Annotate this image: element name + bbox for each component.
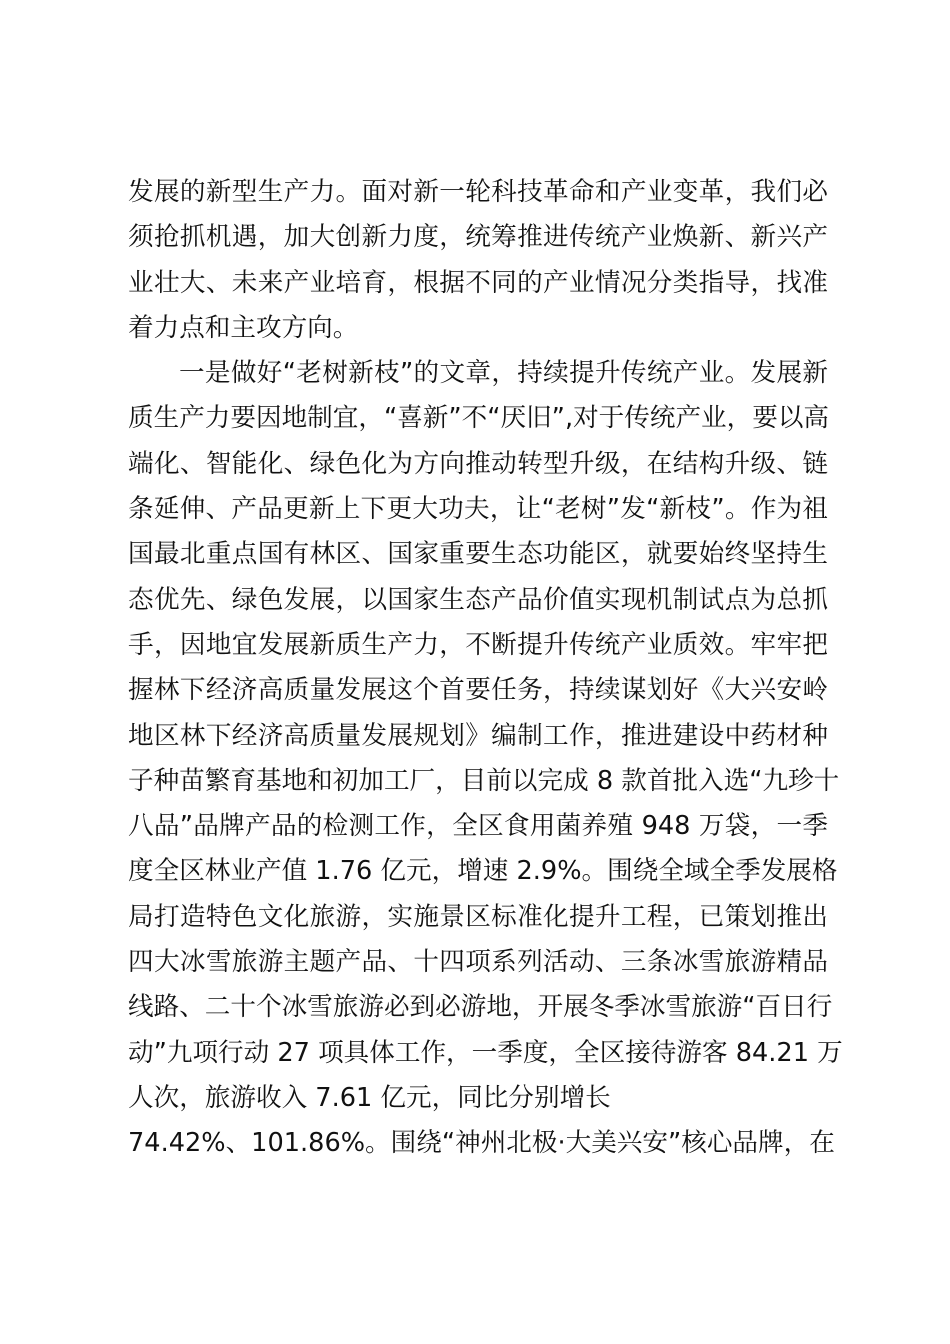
text-line: 发展的新型生产力。面对新一轮科技革命和产业变革，我们必 [128,177,828,207]
text-line: 子种苗繁育基地和初加工厂，目前以完成 8 款首批入选“九珍十 [128,765,840,796]
text-line: 74.42%、101.86%。围绕“神州北极·大美兴安”核心品牌，在 [128,1128,835,1159]
paragraph-first-line: 一是做好“老树新枝”的文章，持续提升传统产业。发展新 [179,358,828,389]
text-line: 人次，旅游收入 7.61 亿元，同比分别增长 [128,1082,611,1113]
text-line: 地区林下经济高质量发展规划》编制工作，推进建设中药材种 [128,720,828,751]
text-line: 局打造特色文化旅游，实施景区标准化提升工程，已策划推出 [128,901,828,932]
text-line: 手，因地宜发展新质生产力，不断提升传统产业质效。牢牢把 [128,629,828,660]
text-line: 四大冰雪旅游主题产品、十四项系列活动、三条冰雪旅游精品 [128,947,828,978]
text-line: 端化、智能化、绿色化为方向推动转型升级，在结构升级、链 [128,448,828,479]
text-line: 质生产力要因地制宜，“喜新”不“厌旧”,对于传统产业，要以高 [128,403,830,434]
text-line: 度全区林业产值 1.76 亿元，增速 2.9%。围绕全域全季发展格 [128,856,838,887]
text-line: 须抢抓机遇，加大创新力度，统筹推进传统产业焕新、新兴产 [128,222,828,253]
text-line: 国最北重点国有林区、国家重要生态功能区，就要始终坚持生 [128,539,828,570]
text-line: 八品”品牌产品的检测工作，全区食用菌养殖 948 万袋，一季 [128,811,828,842]
text-line: 态优先、绿色发展，以国家生态产品价值实现机制试点为总抓 [128,584,828,615]
body-text [128,170,843,1167]
text-line: 业壮大、未来产业培育，根据不同的产业情况分类指导，找准 [128,267,828,298]
text-line: 着力点和主攻方向。 [128,312,359,343]
text-line: 线路、二十个冰雪旅游必到必游地，开展冬季冰雪旅游“百日行 [128,992,833,1023]
text-line: 握林下经济高质量发展这个首要任务，持续谋划好《大兴安岭 [128,675,828,706]
text-line: 条延伸、产品更新上下更大功夫，让“老树”发“新枝”。作为祖 [128,494,828,525]
text-line: 动”九项行动 27 项具体工作，一季度，全区接待游客 84.21 万 [128,1037,843,1068]
